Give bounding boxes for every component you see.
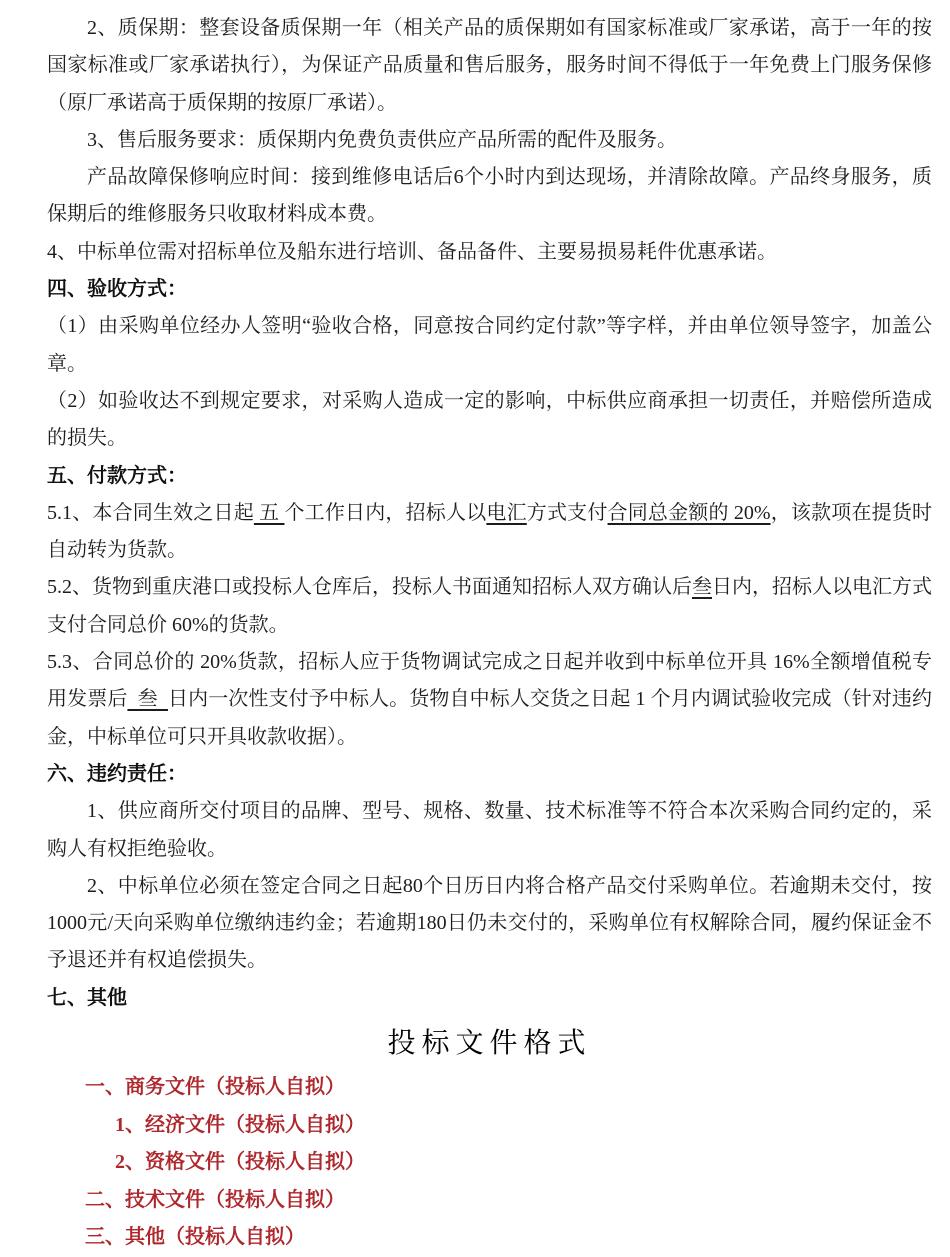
paragraph-acceptance-1: （1）由采购单位经办人签明“验收合格，同意按合同约定付款”等字样，并由单位领导签字，加盖公章。 — [47, 315, 932, 375]
paragraph-payment-5-3 — [47, 644, 932, 756]
section-title-bid-document-format: 投标文件格式 — [387, 1028, 592, 1060]
paragraph-after-sales-requirement: 3、售后服务要求：质保期内免费负责供应产品所需的配件及服务。 — [87, 128, 677, 151]
payment-5-3-days-underlined: 叁 — [127, 688, 168, 711]
payment-5-2-text: 5.2、货物到重庆港口或投标人仓库后，投标人书面通知招标人双方确认后 — [47, 576, 692, 599]
paragraph-fault-response-time: 产品故障保修响应时间：接到维修电话后6个小时内到达现场，并清除故障。产品终身服务，质保期后的维修服务只收取材料成本费。 — [47, 166, 932, 226]
bid-format-item-business-documents: 一、商务文件（投标人自拟） — [85, 1076, 345, 1099]
payment-5-1-text: 5.1、本合同生效之日起 — [47, 501, 254, 524]
payment-5-1-text: ，该款项在提货时自动转为货款。 — [47, 501, 933, 562]
heading-acceptance-method: 四、验收方式： — [47, 278, 187, 301]
heading-payment-method: 五、付款方式： — [47, 464, 187, 487]
heading-other: 七、其他 — [47, 986, 127, 1009]
payment-5-2-text: 日内，招标人以电汇方式支付合同总价 60%的货款。 — [47, 576, 932, 636]
payment-5-3-text: 5.3、合同总价的 20%货款，招标人应于货物调试完成之日起并收到中标单位开具 16%全额增值税专用发票后 — [47, 651, 932, 711]
bid-format-item-other: 三、其他（投标人自拟） — [85, 1226, 305, 1249]
paragraph-payment-5-2 — [47, 569, 932, 644]
bid-format-item-technical-documents: 二、技术文件（投标人自拟） — [85, 1188, 345, 1211]
payment-5-2-days-underlined: 叁 — [692, 576, 712, 599]
paragraph-breach-2: 2、中标单位必须在签定合同之日起80个日历日内将合格产品交付采购单位。若逾期未交付，按1000元/天向采购单位缴纳违约金；若逾期180日仍未交付的，采购单位有权解除合同，履约保证金不予退还并有权追偿损失。 — [47, 874, 932, 972]
paragraph-training-commitment: 4、中标单位需对招标单位及船东进行培训、备品备件、主要易损易耗件优惠承诺。 — [47, 240, 777, 263]
paragraph-payment-5-1 — [47, 495, 932, 570]
payment-5-1-days-underlined: 五 — [253, 501, 285, 524]
heading-breach-liability: 六、违约责任： — [47, 762, 187, 785]
bid-format-item-economic-documents: 1、经济文件（投标人自拟） — [115, 1113, 365, 1136]
bid-format-item-qualification-documents: 2、资格文件（投标人自拟） — [115, 1151, 365, 1174]
payment-5-1-amount-underlined: 合同总金额的 20% — [607, 501, 771, 524]
paragraph-acceptance-2: （2）如验收达不到规定要求，对采购人造成一定的影响，中标供应商承担一切责任，并赔偿所造成的损失。 — [47, 389, 932, 450]
payment-5-1-text: 方式支付 — [526, 501, 608, 524]
paragraph-warranty-period: 2、质保期：整套设备质保期一年（相关产品的质保期如有国家标准或厂家承诺，高于一年的按国家标准或厂家承诺执行），为保证产品质量和售后服务，服务时间不得低于一年免费上门服务保修（原厂承诺高于质保期的按原厂承诺）。 — [47, 17, 932, 114]
payment-5-3-text: 日内一次性支付予中标人。货物自中标人交货之日起 1 个月内调试验收完成（针对违约金，中标单位可只开具收款收据）。 — [47, 688, 933, 748]
payment-5-1-text: 个工作日内，招标人以 — [284, 501, 487, 524]
bid-format-list — [47, 1069, 932, 1257]
paragraph-breach-1: 1、供应商所交付项目的品牌、型号、规格、数量、技术标准等不符合本次采购合同约定的，采购人有权拒绝验收。 — [47, 800, 932, 860]
payment-5-1-method-underlined: 电汇 — [486, 501, 527, 524]
